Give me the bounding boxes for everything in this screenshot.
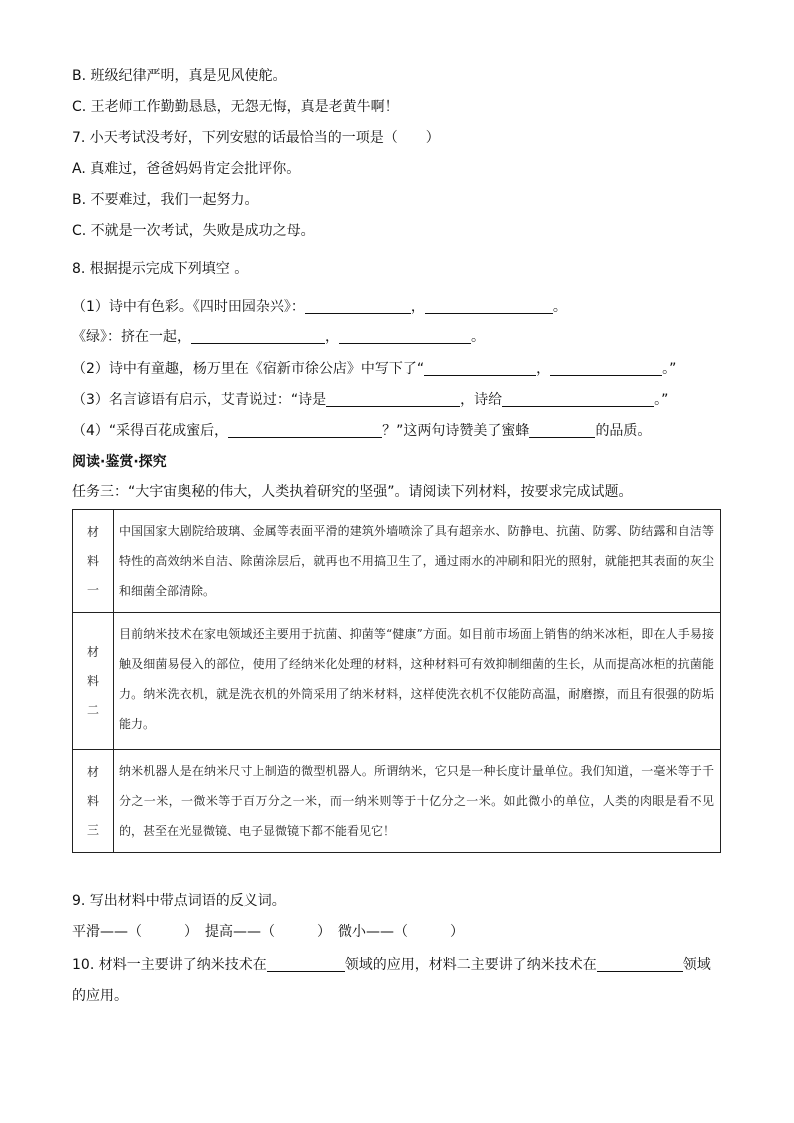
comma: ， [410, 299, 425, 315]
answer-blank[interactable] [326, 390, 460, 407]
answer-blank[interactable] [305, 297, 411, 314]
question-8: 8. 根据提示完成下列填空 。 [72, 261, 249, 277]
question-8-part-3 [72, 389, 668, 411]
q8-2-prefix: （2）诗中有童趣，杨万里在《宿新市徐公店》中写下了“ [72, 361, 425, 377]
question-7: 7. 小天考试没考好，下列安慰的话最恰当的一项是（ ） [72, 130, 440, 146]
question-7-option-c: C. 不就是一次考试，失败是成功之母。 [72, 223, 315, 239]
option-c-line: C. 王老师工作勤勤恳恳，无怨无悔，真是老黄牛啊！ [72, 99, 399, 115]
question-9-answers: 平滑——（ ） 提高——（ ） 微小——（ ） [72, 924, 464, 940]
comma: ， [536, 361, 551, 377]
material-row [73, 510, 720, 613]
question-10-cont: 的应用。 [72, 988, 128, 1004]
question-10 [72, 954, 711, 976]
q8-3-prefix: （3）名言谚语有启示，艾青说过：“诗是 [72, 392, 327, 408]
question-8-part-2 [72, 358, 676, 380]
lv-prefix: 《绿》：挤在一起， [72, 329, 191, 345]
period: 。 [552, 299, 567, 315]
q10-b: 领域的应用，材料二主要讲了纳米技术在 [344, 957, 597, 973]
material-row [73, 750, 720, 853]
question-8-part-1 [72, 296, 567, 318]
period: 。 [471, 329, 485, 345]
answer-blank[interactable] [502, 390, 654, 407]
question-7-option-a: A. 真难过，爸爸妈妈肯定会批评你。 [72, 161, 301, 177]
answer-blank[interactable] [339, 327, 471, 344]
question-8-part-4 [72, 420, 651, 442]
question-8-part-1-lv [72, 326, 485, 348]
question-7-option-b: B. 不要难过，我们一起努力。 [72, 192, 259, 208]
q10-c: 领域 [682, 957, 711, 973]
q8-4-prefix: （4）“采得百花成蜜后， [72, 423, 229, 439]
q8-1-prefix: （1）诗中有色彩。《四时田园杂兴》： [72, 299, 305, 315]
question-9: 9. 写出材料中带点词语的反义词。 [72, 893, 286, 909]
answer-blank[interactable] [191, 327, 325, 344]
answer-blank[interactable] [550, 359, 662, 376]
material-text: 中国国家大剧院给玻璃、金属等表面平滑的建筑外墙喷涂了具有超亲水、防静电、抗菌、防雾、防结露和自洁等特性的高效纳米自洁、除菌涂层后，就再也不用搞卫生了，通过雨水的冲刷和阳光的照射，就能把其表面的灰尘和细菌全部清除。 [119, 524, 714, 598]
answer-blank[interactable] [228, 421, 382, 438]
answer-blank[interactable] [597, 955, 683, 972]
section-title: 阅读·鉴赏·探究 [72, 454, 167, 470]
q8-4-suffix: 的品质。 [595, 423, 652, 439]
q10-a: 10. 材料一主要讲了纳米技术在 [72, 957, 267, 973]
material-label: 材 料 一 [73, 510, 114, 612]
end-quote: 。” [662, 361, 677, 377]
answer-blank[interactable] [424, 359, 536, 376]
comma: ， [325, 329, 339, 345]
material-label: 材 料 二 [73, 613, 114, 749]
answer-blank[interactable] [425, 297, 553, 314]
answer-blank[interactable] [529, 421, 595, 438]
option-b-line: B. 班级纪律严明，真是见风使舵。 [72, 68, 287, 84]
material-row [73, 613, 720, 750]
material-text: 目前纳米技术在家电领域还主要用于抗菌、抑菌等“健康”方面。如目前市场面上销售的纳米冰柜，即在人手易接触及细菌易侵入的部位，使用了经纳米化处理的材料，这种材料可有效抑制细菌的生长，从而提高冰柜的抗菌能力。纳米洗衣机，就是洗衣机的外筒采用了纳米材料，这样使洗衣机不仅能防高温，耐磨擦，而且有很强的防垢能力。 [119, 627, 714, 731]
materials-table [72, 509, 721, 853]
task-3-intro: 任务三：“大宇宙奥秘的伟大，人类执着研究的坚强”。请阅读下列材料，按要求完成试题。 [72, 484, 633, 500]
answer-blank[interactable] [267, 955, 345, 972]
end-quote: 。” [654, 392, 669, 408]
q8-3-mid: ，诗给 [460, 392, 503, 408]
material-text: 纳米机器人是在纳米尺寸上制造的微型机器人。所谓纳米，它只是一种长度计量单位。我们知道，一毫米等于千分之一米，一微米等于百万分之一米，而一纳米则等于十亿分之一米。如此微小的单位，人类的肉眼是看不见的，甚至在光显微镜、电子显微镜下都不能看见它！ [119, 764, 714, 838]
material-label: 材 料 三 [73, 750, 114, 853]
q8-4-mid: ？”这两句诗赞美了蜜蜂 [382, 423, 530, 439]
